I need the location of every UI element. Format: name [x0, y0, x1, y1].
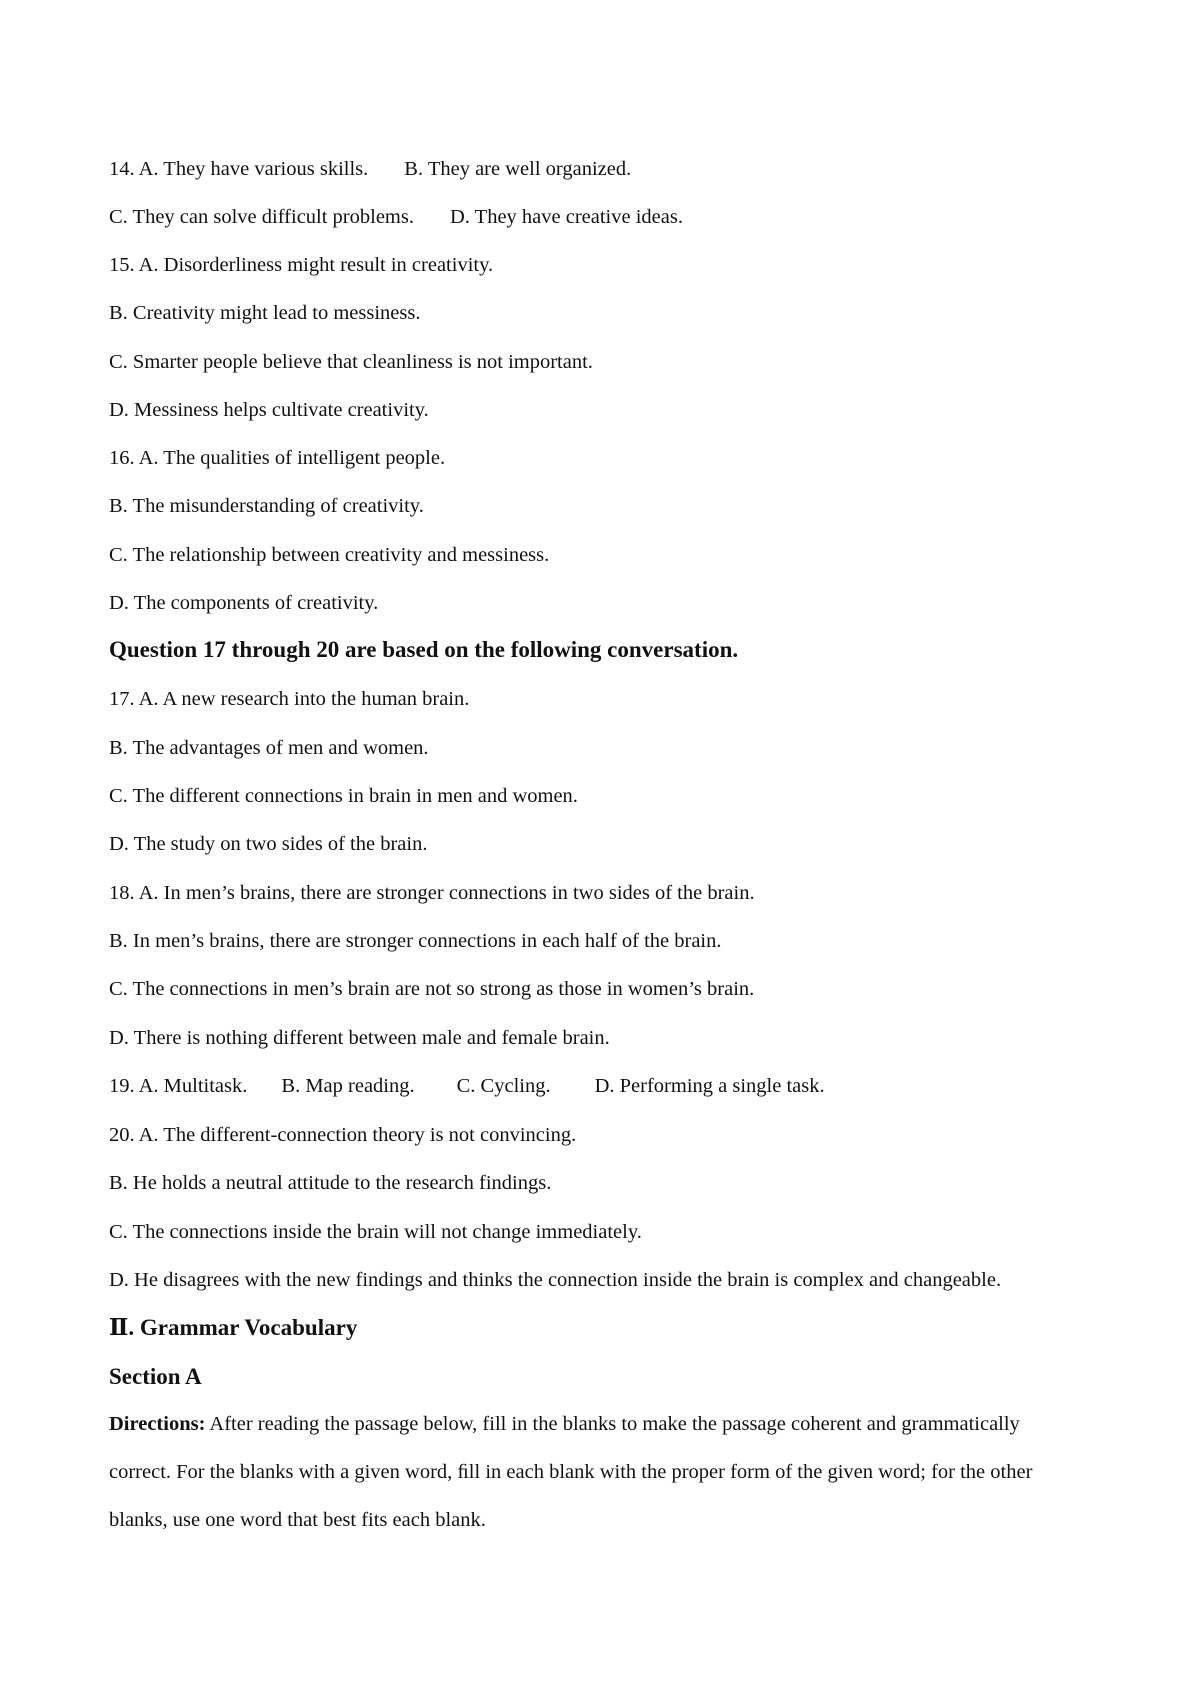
q15-option-c: C. Smarter people believe that cleanliness is not important.	[109, 351, 593, 373]
q19-option-c: C. Cycling.	[456, 1075, 551, 1097]
q14-option-c: C. They can solve difficult problems.	[109, 206, 414, 228]
section-heading: Section A	[109, 1364, 202, 1389]
q16-option-d: D. The components of creativity.	[109, 592, 379, 614]
question-19-line	[109, 1074, 825, 1098]
q18-option-b: B. In men’s brains, there are stronger connections in each half of the brain.	[109, 930, 722, 952]
q19-option-a: 19. A. Multitask.	[109, 1075, 248, 1097]
q18-option-d: D. There is nothing different between male and female brain.	[109, 1027, 610, 1049]
q14-option-d: D. They have creative ideas.	[449, 206, 683, 228]
q20-option-b: B. He holds a neutral attitude to the research findings.	[109, 1172, 552, 1194]
part-heading: Ⅱ. Grammar Vocabulary	[109, 1315, 358, 1340]
q16-option-c: C. The relationship between creativity and messiness.	[109, 544, 550, 566]
q16-option-a: 16. A. The qualities of intelligent people.	[109, 447, 446, 469]
directions-label: Directions:	[109, 1413, 206, 1435]
q17-option-d: D. The study on two sides of the brain.	[109, 833, 428, 855]
q20-option-d: D. He disagrees with the new findings and thinks the connection inside the brain is complex and changeable.	[109, 1269, 1002, 1291]
q16-option-b: B. The misunderstanding of creativity.	[109, 495, 424, 517]
q17-option-b: B. The advantages of men and women.	[109, 737, 429, 759]
q14-option-a: 14. A. They have various skills.	[109, 158, 369, 180]
q19-option-b: B. Map reading.	[281, 1075, 415, 1097]
question-14-line-2	[109, 205, 683, 229]
q17-option-a: 17. A. A new research into the human brain.	[109, 688, 470, 710]
directions-paragraph	[109, 1400, 1084, 1544]
q17-option-c: C. The different connections in brain in men and women.	[109, 785, 578, 807]
conversation-heading: Question 17 through 20 are based on the following conversation.	[109, 637, 739, 662]
q18-option-c: C. The connections in men’s brain are not so strong as those in women’s brain.	[109, 978, 755, 1000]
q20-option-a: 20. A. The different-connection theory is not convincing.	[109, 1124, 577, 1146]
q14-option-b: B. They are well organized.	[404, 158, 632, 180]
directions-text: After reading the passage below, fill in the blanks to make the passage coherent and grammatically correct. For the blanks with a given word, ﬁll in each blank with the proper form of the given word; for the other blanks, use one word that best fits each blank.	[109, 1413, 1033, 1531]
q15-option-b: B. Creativity might lead to messiness.	[109, 302, 421, 324]
q15-option-a: 15. A. Disorderliness might result in creativity.	[109, 254, 494, 276]
q18-option-a: 18. A. In men’s brains, there are stronger connections in two sides of the brain.	[109, 882, 755, 904]
q15-option-d: D. Messiness helps cultivate creativity.	[109, 399, 429, 421]
q19-option-d: D. Performing a single task.	[594, 1075, 825, 1097]
q20-option-c: C. The connections inside the brain will not change immediately.	[109, 1221, 642, 1243]
question-14-line-1	[109, 157, 631, 181]
